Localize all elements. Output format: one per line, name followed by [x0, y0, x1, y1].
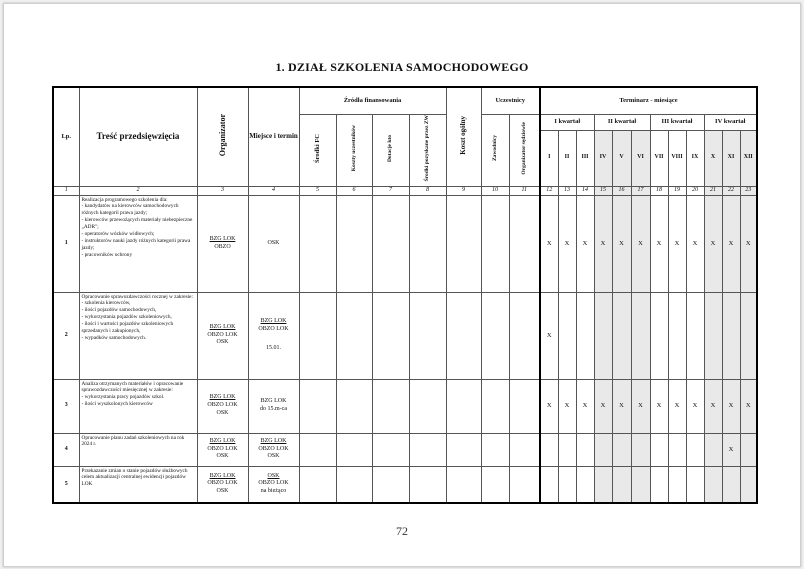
header-dotacje: Dotacje kto [372, 114, 409, 186]
month-mark [540, 466, 558, 503]
month-mark [722, 292, 740, 379]
table-row [53, 195, 757, 292]
empty-cell [446, 379, 481, 433]
month-mark [740, 433, 757, 466]
empty-cell [299, 466, 336, 503]
empty-cell [409, 379, 446, 433]
month-mark [650, 433, 668, 466]
month-mark [576, 433, 594, 466]
row-miejsce [248, 195, 299, 292]
org-line: BZG LOK [209, 437, 236, 444]
header-srodki-fc: Środki FC [299, 114, 336, 186]
page-number: 72 [396, 524, 408, 538]
miejsce-line: BZG LOK [260, 437, 287, 444]
empty-cell [299, 292, 336, 379]
month-mark: X [686, 195, 704, 292]
row-lp: 1 [53, 195, 79, 292]
month-mark: X [631, 195, 650, 292]
empty-cell [409, 292, 446, 379]
empty-cell [336, 433, 372, 466]
row-organizator [197, 379, 248, 433]
month-mark: X [540, 292, 558, 379]
table-body [53, 195, 757, 503]
month-mark [612, 433, 631, 466]
row-miejsce [248, 379, 299, 433]
month-mark [594, 292, 612, 379]
month-mark [686, 466, 704, 503]
month-mark [686, 292, 704, 379]
month-mark: X [612, 379, 631, 433]
month-mark: X [650, 195, 668, 292]
miejsce-line [249, 318, 299, 326]
row-organizator [197, 433, 248, 466]
content-line: - ilości i wartości pojazdów szkoleniowych sprzedanych i zakupionych, [81, 321, 174, 334]
column-number: 15 [594, 186, 612, 195]
header-month: X [704, 130, 722, 186]
row-lp: 3 [53, 379, 79, 433]
column-number: 19 [668, 186, 686, 195]
row-miejsce [248, 292, 299, 379]
column-number: 1 [53, 186, 79, 195]
header-lp: Lp. [53, 87, 79, 186]
org-line: BZG LOK [209, 472, 236, 479]
empty-cell [481, 379, 509, 433]
month-mark: X [558, 379, 576, 433]
content-line: - ilości wyszkolonych kierowców [81, 401, 153, 408]
org-line: BZG LOK [209, 394, 236, 401]
month-mark: X [594, 195, 612, 292]
row-organizator [197, 466, 248, 503]
month-mark [576, 466, 594, 503]
month-mark [668, 292, 686, 379]
empty-cell [299, 195, 336, 292]
month-mark [594, 433, 612, 466]
table-row [53, 292, 757, 379]
org-line: BZG LOK [209, 323, 236, 330]
page-title: 1. DZIAŁ SZKOLENIA SAMOCHODOWEGO [275, 60, 529, 74]
org-line: OBZO LOK [207, 480, 238, 487]
org-line: OBZO LOK [207, 402, 238, 409]
org-line: OBZO LOK [207, 445, 238, 452]
header-month: II [558, 130, 576, 186]
header-kwartal-1: I kwartał [540, 114, 594, 130]
content-line: - szkolenia kierowców, [81, 300, 131, 307]
content-line: Opracowanie planu zadań szkoleniowych na rok 2024 r. [81, 434, 185, 448]
row-miejsce [248, 466, 299, 503]
column-number: 12 [540, 186, 558, 195]
header-month: VIII [668, 130, 686, 186]
header-kwartal-3: III kwartał [650, 114, 704, 130]
content-line: - wypadków samochodowych. [81, 334, 147, 341]
miejsce-line: OBZO LOK [258, 480, 289, 487]
header-kwartal-4: IV kwartał [704, 114, 757, 130]
miejsce-line: BZG LOK [260, 398, 287, 405]
empty-cell [509, 292, 540, 379]
content-line: Przekazanie zmian o stanie pojazdów służbowych celem aktualizacji centralnej ewidencji pojazdów LOK [81, 467, 188, 488]
month-mark: X [704, 379, 722, 433]
content-line: - kierowców przewożących materiały niebezpieczne „ADR"; [81, 217, 193, 230]
column-number: 21 [704, 186, 722, 195]
header-koszty-uczestnikow: Koszty uczestników [336, 114, 372, 186]
month-mark [576, 292, 594, 379]
content-line: - ilości pojazdów samochodowych, [81, 307, 157, 314]
month-mark [668, 433, 686, 466]
empty-cell [409, 433, 446, 466]
row-lp: 5 [53, 466, 79, 503]
empty-cell [372, 433, 409, 466]
empty-cell [372, 195, 409, 292]
org-line [198, 394, 248, 402]
month-mark [668, 466, 686, 503]
column-number: 7 [372, 186, 409, 195]
empty-cell [336, 195, 372, 292]
month-mark [631, 466, 650, 503]
org-line: OBZO LOK [207, 331, 238, 338]
month-mark: X [686, 379, 704, 433]
month-mark [704, 466, 722, 503]
content-line: - wykorzystania pracy pojazdów szkol. [81, 394, 165, 401]
month-mark: X [722, 379, 740, 433]
row-content [79, 466, 197, 503]
miejsce-line [249, 473, 299, 481]
column-number: 5 [299, 186, 336, 195]
month-mark [612, 466, 631, 503]
month-mark [558, 466, 576, 503]
month-mark: X [722, 433, 740, 466]
column-number: 10 [481, 186, 509, 195]
header-month: XI [722, 130, 740, 186]
header-month: V [612, 130, 631, 186]
month-mark: X [668, 195, 686, 292]
month-mark: X [631, 379, 650, 433]
table-row [53, 379, 757, 433]
empty-cell [372, 292, 409, 379]
header-month: VI [631, 130, 650, 186]
column-number: 16 [612, 186, 631, 195]
empty-cell [481, 292, 509, 379]
row-organizator [197, 195, 248, 292]
month-mark: X [576, 195, 594, 292]
header-month: I [540, 130, 558, 186]
month-mark: X [576, 379, 594, 433]
miejsce-line [249, 438, 299, 446]
empty-cell [481, 466, 509, 503]
content-line: Realizacja programowego szkolenia dla: [81, 196, 168, 203]
column-number: 11 [509, 186, 540, 195]
row-content [79, 195, 197, 292]
month-mark: X [612, 195, 631, 292]
empty-cell [481, 195, 509, 292]
month-mark [558, 292, 576, 379]
empty-cell [509, 433, 540, 466]
empty-cell [409, 195, 446, 292]
month-mark [650, 292, 668, 379]
empty-cell [372, 379, 409, 433]
row-lp: 4 [53, 433, 79, 466]
month-mark [558, 433, 576, 466]
month-mark [540, 433, 558, 466]
column-number: 14 [576, 186, 594, 195]
empty-cell [446, 195, 481, 292]
row-content [79, 292, 197, 379]
empty-cell [299, 379, 336, 433]
column-number: 4 [248, 186, 299, 195]
empty-cell [336, 466, 372, 503]
empty-cell [481, 433, 509, 466]
org-line [198, 473, 248, 481]
header-uczestnicy: Uczestnicy [481, 87, 540, 114]
month-mark [722, 466, 740, 503]
empty-cell [446, 292, 481, 379]
header-month: III [576, 130, 594, 186]
table-row [53, 433, 757, 466]
miejsce-line: BZG LOK [260, 317, 287, 324]
month-mark: X [540, 379, 558, 433]
row-content [79, 379, 197, 433]
month-mark [650, 466, 668, 503]
empty-cell [336, 292, 372, 379]
column-number: 18 [650, 186, 668, 195]
row-organizator [197, 292, 248, 379]
month-mark [612, 292, 631, 379]
empty-cell [446, 433, 481, 466]
month-mark [631, 292, 650, 379]
content-line: - pracowników ochrony [81, 251, 133, 258]
column-number: 3 [197, 186, 248, 195]
month-mark: X [740, 379, 757, 433]
month-mark: X [704, 195, 722, 292]
empty-cell [372, 466, 409, 503]
content-line: - operatorów wózków widłowych; [81, 230, 155, 237]
org-line: OSK [216, 339, 229, 346]
document-page [3, 3, 801, 567]
miejsce-line: na bieżąco [260, 488, 287, 495]
miejsce-line: do 15.m-ca [260, 406, 287, 412]
month-mark: X [650, 379, 668, 433]
miejsce-line: OBZO LOK [258, 325, 289, 332]
month-mark: X [540, 195, 558, 292]
header-month: XII [740, 130, 757, 186]
header-month: VII [650, 130, 668, 186]
column-number-row [53, 186, 757, 195]
miejsce-line: 15.01. [266, 345, 281, 352]
org-line: OBZO [214, 243, 231, 250]
org-line [198, 236, 248, 244]
row-miejsce [248, 433, 299, 466]
month-mark: X [740, 195, 757, 292]
column-number: 8 [409, 186, 446, 195]
column-number: 17 [631, 186, 650, 195]
content-line: - instruktorów nauki jazdy różnych kategorii prawa jazdy; [81, 237, 191, 251]
header-terminarz: Terminarz - miesiące [540, 87, 757, 114]
month-mark [594, 466, 612, 503]
header-tresc: Treść przedsięwzięcia [79, 87, 197, 186]
month-mark: X [594, 379, 612, 433]
org-line: OSK [216, 453, 229, 460]
column-number: 22 [722, 186, 740, 195]
empty-cell [446, 466, 481, 503]
column-number: 2 [79, 186, 197, 195]
content-line: - wykorzystania pojazdów szkoleniowych, [81, 314, 172, 321]
row-content [79, 433, 197, 466]
row-lp: 2 [53, 292, 79, 379]
column-number: 23 [740, 186, 757, 195]
month-mark: X [558, 195, 576, 292]
content-line: Opracowanie sprawozdawczości rocznej w zakresie: [81, 293, 193, 300]
empty-cell [336, 379, 372, 433]
miejsce-line: OSK [267, 472, 280, 479]
month-mark: X [722, 195, 740, 292]
empty-cell [509, 466, 540, 503]
org-line: BZG LOK [209, 235, 236, 242]
header-organizator: Organizator [197, 87, 248, 186]
header-zawodnicy: Zawodnicy [481, 114, 509, 186]
month-mark [740, 466, 757, 503]
column-number: 6 [336, 186, 372, 195]
column-number: 20 [686, 186, 704, 195]
org-line: OSK [216, 488, 229, 495]
column-number: 9 [446, 186, 481, 195]
header-month: IV [594, 130, 612, 186]
training-plan-table [52, 86, 758, 504]
org-line [198, 438, 248, 446]
month-mark [704, 292, 722, 379]
column-number: 13 [558, 186, 576, 195]
header-month: IX [686, 130, 704, 186]
header-miejsce: Miejsce i termin [248, 87, 299, 186]
month-mark [631, 433, 650, 466]
empty-cell [299, 433, 336, 466]
empty-cell [409, 466, 446, 503]
header-koszt: Koszt ogólny [446, 87, 481, 186]
org-line: OSK [216, 409, 229, 416]
month-mark [704, 433, 722, 466]
miejsce-line: OSK [267, 453, 280, 460]
empty-cell [509, 195, 540, 292]
header-kwartal-2: II kwartał [594, 114, 650, 130]
empty-cell [509, 379, 540, 433]
header-zrodla: Źródła finansowania [299, 87, 446, 114]
miejsce-line: OSK [267, 239, 280, 246]
table-row [53, 466, 757, 503]
month-mark [740, 292, 757, 379]
content-line: - kandydatów na kierowców samochodowych różnych kategorii prawa jazdy; [81, 203, 179, 217]
month-mark: X [668, 379, 686, 433]
org-line [198, 324, 248, 332]
header-sedziowie: Organizator sędziowie [509, 114, 540, 186]
content-line: Analiza otrzymanych materiałów i opracowanie sprawozdawczości miesięcznej w zakresie: [81, 380, 184, 394]
month-mark [686, 433, 704, 466]
miejsce-line: OBZO LOK [258, 445, 289, 452]
header-srodki-zw: Środki pozyskane przez ZW [409, 114, 446, 186]
